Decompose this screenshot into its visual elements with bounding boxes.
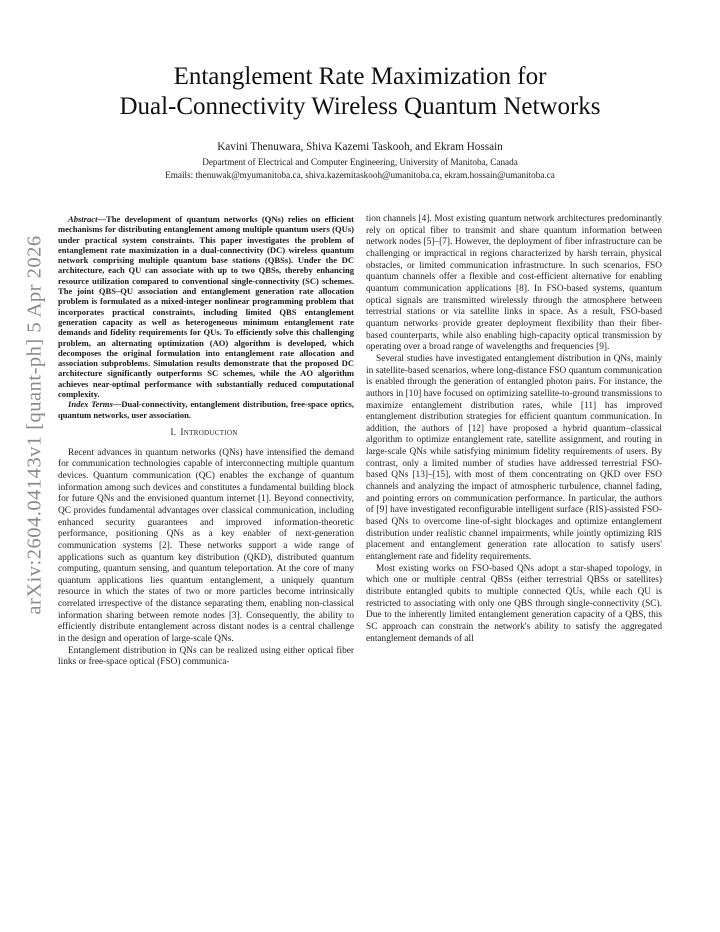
index-terms-label: Index Terms	[68, 399, 113, 410]
index-terms-text: —Dual-connectivity, entanglement distribution, free-space optics, quantum networks, user association.	[58, 399, 354, 420]
section-number: I.	[170, 427, 177, 438]
title-line-2: Dual-Connectivity Wireless Quantum Networks	[119, 93, 601, 120]
index-terms	[58, 399, 354, 420]
intro-paragraph-2-continued: tion channels [4]. Most existing quantum network architectures predominantly rely on optical fiber to transmit and share quantum information between network nodes [5]–[7]. However, the deployment of fiber infrastructure can be challenging or impractical in regions characterized by harsh terrain, physical obstacles, or limited communication infrastructure. In such scenarios, FSO quantum channels offer a flexible and cost-efficient alternative for enabling quantum communication applications [8]. In FSO-based systems, quantum optical signals are transmitted wirelessly through the atmosphere between terrestrial stations or via satellite links in space. As a result, FSO-based quantum networks provide greater deployment flexibility than their fiber-based counterparts, while also enabling high-capacity optical transmission by operating over a broad range of wavelengths and frequencies [9].	[366, 214, 662, 353]
left-column	[58, 214, 354, 669]
abstract-label: Abstract	[68, 214, 98, 224]
paper-title	[60, 62, 660, 122]
author-emails: Emails: thenuwak@myumanitoba.ca, shiva.kazemitaskooh@umanitoba.ca, ekram.hossain@umanitoba.ca	[165, 170, 555, 180]
section-title: Introduction	[180, 427, 238, 438]
intro-paragraph-2: Entanglement distribution in QNs can be realized using either optical fiber links or free-space optical (FSO) communica-	[58, 645, 354, 668]
intro-paragraph-4: Most existing works on FSO-based QNs adopt a star-shaped topology, in which one or multiple central QBSs (either terrestrial QBSs or satellites) distribute entangled qubits to multiple connected QUs, while each QU is restricted to associating with only one QBS through single-connectivity (SC). Due to the inherently limited entanglement generation capacity of a QBS, this SC approach can constrain the network's ability to satisfy the aggregated entanglement demands of all	[366, 563, 662, 644]
arxiv-watermark	[10, 230, 60, 620]
intro-paragraph-1: Recent advances in quantum networks (QNs) have intensified the demand for communication technologies capable of interconnecting multiple quantum devices. Quantum communication (QC) enables the exchange of quantum information among such devices and constitutes a fundamental building block for future QNs and the envisioned quantum internet [1]. Beyond connectivity, QC provides fundamental advantages over classical communication, including enhanced security guarantees and improved information-theoretic performance, positioning QNs as a key enabler of next-generation communication systems [2]. These networks support a wide range of applications such as quantum key distribution (QKD), distributed quantum computing, quantum sensing, and quantum teleportation. At the core of many quantum applications lies quantum entanglement, a uniquely quantum resource in which the states of two or more particles become intrinsically correlated irrespective of the distance separating them, enabling non-classical information sharing between remote nodes [3]. Consequently, the ability to efficiently distribute entanglement across distant nodes is a central challenge in the design and operation of large-scale QNs.	[58, 447, 354, 645]
author-list: Kavini Thenuwara, Shiva Kazemi Taskooh, and Ekram Hossain	[217, 141, 503, 153]
affiliation: Department of Electrical and Computer Engineering, University of Manitoba, Canada	[202, 157, 518, 167]
title-line-1: Entanglement Rate Maximization for	[173, 63, 547, 90]
arxiv-identifier[interactable]: arXiv:2604.04143v1 [quant-ph] 5 Apr 2026	[23, 235, 46, 615]
right-column	[366, 214, 662, 645]
abstract-text: —The development of quantum networks (QNs) relies on efficient mechanisms for distributing entanglement among multiple quantum users (QUs) under practical system constraints. This paper investigates the problem of entanglement rate maximization in a dual-connectivity (DC) wireless quantum network comprising multiple quantum base stations (QBSs). Under the DC architecture, each QU can associate with up to two QBSs, thereby enhancing resource utilization compared to conventional single-connectivity (SC) schemes. The joint QBS–QU association and entanglement generation rate allocation problem is formulated as a mixed-integer nonlinear programming problem that incorporates practical constraints, including limited QBS entanglement generation capacity as well as heterogeneous minimum entanglement rate demands and fidelity requirements for QUs. To efficiently solve this challenging problem, an alternating optimization (AO) algorithm is developed, which decomposes the original formulation into entanglement rate allocation and association subproblems. Simulation results demonstrate that the proposed DC architecture significantly outperforms SC schemes, while the AO algorithm achieves near-optimal performance with substantially reduced computational complexity.	[58, 214, 354, 400]
intro-paragraph-3: Several studies have investigated entanglement distribution in QNs, mainly in satellite-based scenarios, where long-distance FSO quantum communication is enabled through the generation of entangled photon pairs. For instance, the authors in [10] have focused on optimizing satellite-to-ground transmissions to maximize entanglement distribution rates, while [11] has improved entanglement distribution strategies for efficient quantum communication. In addition, the authors of [12] have proposed a hybrid quantum–classical algorithm to optimize entanglement rate, satellite assignment, and routing in large-scale QNs while satisfying minimum fidelity requirements of users. By contrast, only a limited number of studies have addressed terrestrial FSO-based QNs [13]–[15], with most of them concentrating on QKD over FSO channels and analyzing the impact of atmospheric turbulence, channel fading, and pointing errors on communication performance. In particular, the authors of [9] have investigated reconfigurable intelligent surface (RIS)-assisted FSO-based QNs to overcome line-of-sight blockages and optimize entanglement distribution under realistic channel impairments, while jointly optimizing RIS placement and entanglement generation rate allocation to satisfy users' entanglement rate and fidelity requirements.	[366, 353, 662, 563]
section-heading-introduction	[58, 428, 354, 440]
abstract	[58, 214, 354, 399]
